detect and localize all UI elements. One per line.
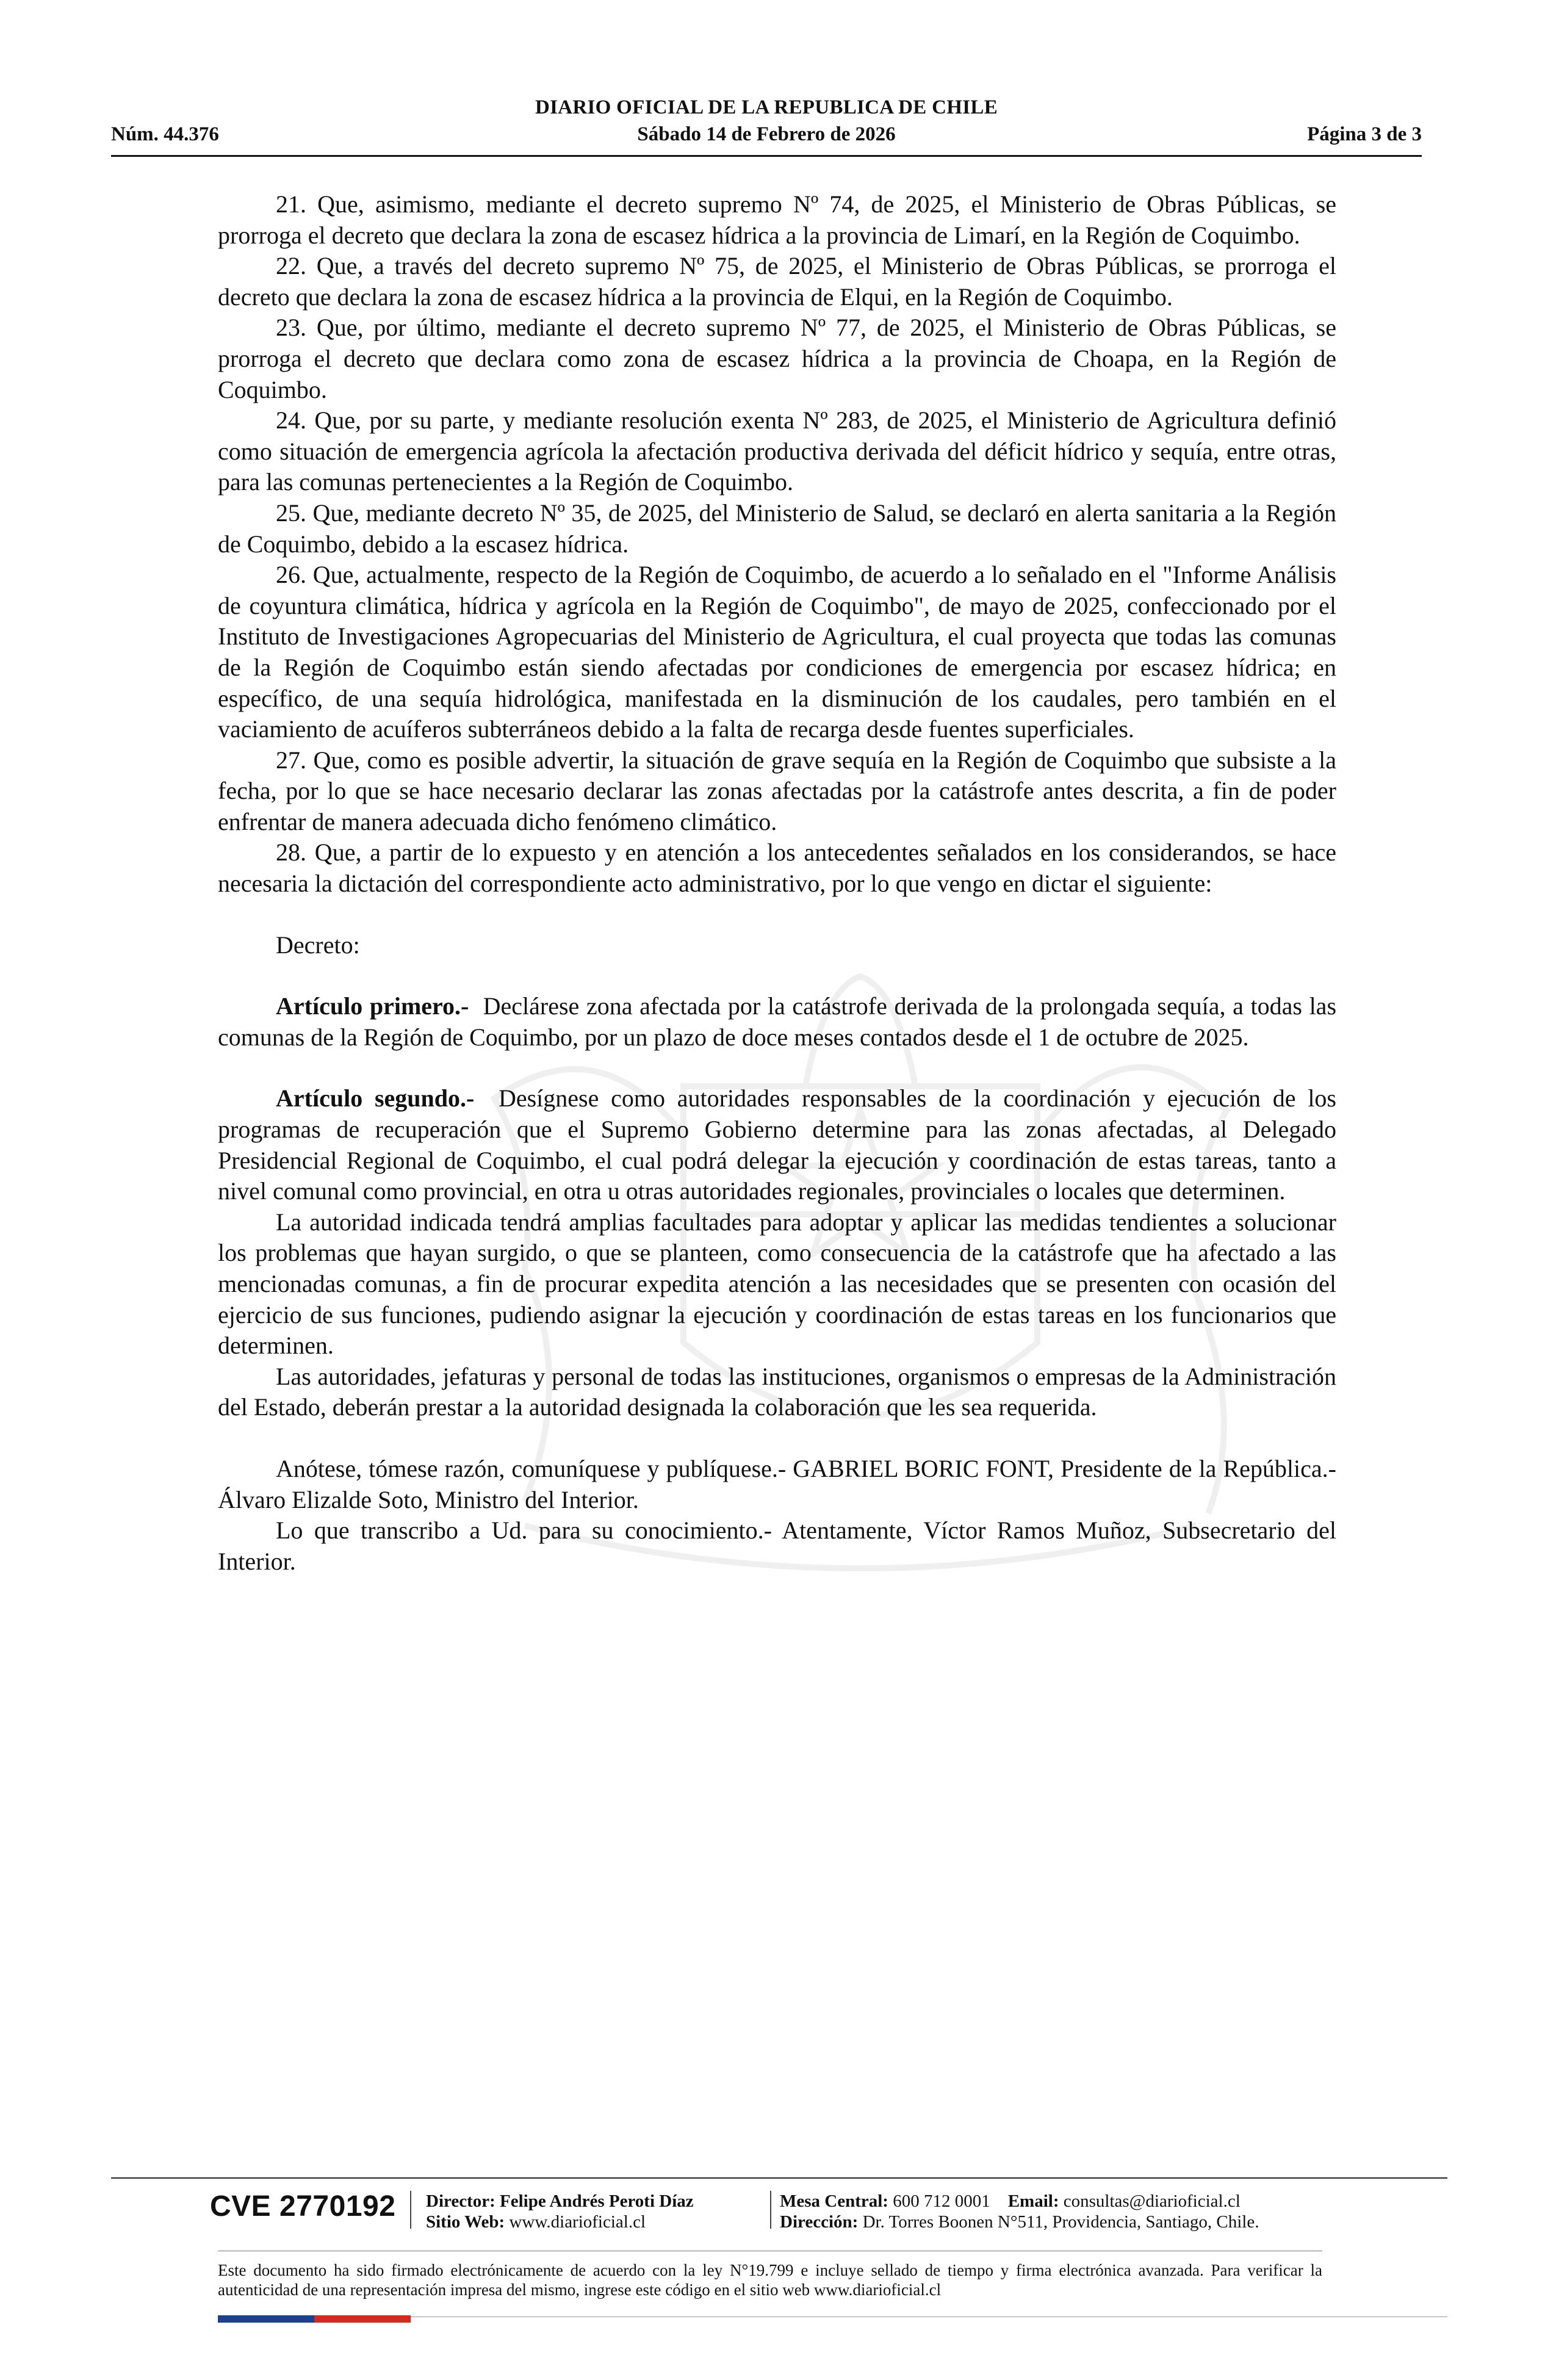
cve-code: CVE 2770192 — [210, 2190, 396, 2223]
flag-red-band — [314, 2315, 411, 2323]
footer-top-divider — [111, 2177, 1447, 2179]
decree-body — [218, 189, 1336, 1577]
recital-26: 26. Que, actualmente, respecto de la Región de Coquimbo, de acuerdo a lo señalado en el "Informe Análisis de coyuntura climática, hídrica y agrícola en la Región de Coquimbo", de mayo de 2025, confeccionado por el Instituto de Investigaciones Agropecuarias del Ministerio de Agricultura, el cual proyecta que todas las comunas de la Región de Coquimbo están siendo afectadas por condiciones de emergencia por escasez hídrica; en específico, de una sequía hidrológica, manifestada en la disminución de los caudales, pero también en el vaciamiento de acuíferos subterráneos debido a la falta de recarga desde fuentes superficiales. — [218, 561, 1336, 743]
recital-23: 23. Que, por último, mediante el decreto supremo Nº 77, de 2025, el Ministerio de Obras Públicas, se prorroga el decreto que declara como zona de escasez hídrica a la provincia de Choapa, en la Región de Coquimbo. — [218, 314, 1336, 403]
email-label: Email: — [1007, 2191, 1059, 2211]
page-footer — [111, 2177, 1447, 2324]
recital-28: 28. Que, a partir de lo expuesto y en atención a los antecedentes señalados en los considerandos, se hace necesaria la dictación del correspondiente acto administrativo, por lo que vengo en dictar el siguiente: — [218, 838, 1336, 898]
publication-title: DIARIO OFICIAL DE LA REPUBLICA DE CHILE — [535, 96, 998, 118]
decree-heading: Decreto: — [276, 931, 360, 959]
issue-date: Sábado 14 de Febrero de 2026 — [637, 123, 896, 145]
footer-director-block — [426, 2191, 694, 2232]
article-first — [218, 991, 1336, 1053]
electronic-signature-notice: Este documento ha sido firmado electrónicamente de acuerdo con la ley N°19.799 e incluye sellado de tiempo y firma electrónica avanzada. Para verificar la autenticidad de una representación impresa del mismo, ingrese este código en el sitio web www.diarioficial.cl — [218, 2261, 1322, 2299]
recital-27: 27. Que, como es posible advertir, la situación de grave sequía en la Región de Coquimbo que subsiste a la fecha, por lo que se hace necesario declarar las zonas afectadas por la catástrofe antes descrita, a fin de poder enfrentar de manera adecuada dicho fenómeno climático. — [218, 746, 1336, 835]
footer-separator — [770, 2191, 771, 2229]
recital-24: 24. Que, por su parte, y mediante resolución exenta Nº 283, de 2025, el Ministerio de Agricultura definió como situación de emergencia agrícola la afectación productiva derivada del déficit hídrico y sequía, entre otras, para las comunas pertenecientes a la Región de Coquimbo. — [218, 406, 1336, 496]
mesa-phone: 600 712 0001 — [893, 2191, 990, 2211]
page-header — [111, 96, 1422, 157]
mesa-label: Mesa Central: — [780, 2191, 888, 2211]
recital-21: 21. Que, asimismo, mediante el decreto supremo Nº 74, de 2025, el Ministerio de Obras Públicas, se prorroga el decreto que declara la zona de escasez hídrica a la provincia de Limarí, en la Región de Coquimbo. — [218, 190, 1336, 249]
address-value: Dr. Torres Boonen N°511, Providencia, Santiago, Chile. — [862, 2212, 1259, 2232]
header-divider — [111, 155, 1422, 157]
director-name: Felipe Andrés Peroti Díaz — [500, 2191, 694, 2211]
director-label: Director: — [426, 2191, 495, 2211]
recital-22: 22. Que, a través del decreto supremo Nº 75, de 2025, el Ministerio de Obras Públicas, se prorroga el decreto que declara la zona de escasez hídrica a la provincia de Elqui, en la Región de Coquimbo. — [218, 252, 1336, 311]
transcription-note: Lo que transcribo a Ud. para su conocimiento.- Atentamente, Víctor Ramos Muñoz, Subsecretario del Interior. — [218, 1516, 1336, 1575]
issue-number: Núm. 44.376 — [111, 123, 219, 145]
flag-stripe — [218, 2315, 411, 2323]
article-second-paragraph-3: Las autoridades, jefaturas y personal de todas las instituciones, organismos o empresas de la Administración del Estado, deberán prestar a la autoridad designada la colaboración que les sea requerida. — [218, 1362, 1336, 1421]
recital-25: 25. Que, mediante decreto Nº 35, de 2025, del Ministerio de Salud, se declaró en alerta sanitaria a la Región de Coquimbo, debido a la escasez hídrica. — [218, 499, 1336, 558]
article-second-paragraph-2: La autoridad indicada tendrá amplias facultades para adoptar y aplicar las medidas tendientes a solucionar los problemas que hayan surgido, o que se planteen, como consecuencia de la catástrofe que ha afectado a las mencionadas comunas, a fin de procurar expedita atención a las necesidades que se presenten con ocasión del ejercicio de sus funciones, pudiendo asignar la ejecución y coordinación de estas tareas en los funcionarios que determinen. — [218, 1208, 1336, 1360]
article-first-title: Artículo primero.- — [276, 992, 469, 1020]
address-label: Dirección: — [780, 2212, 859, 2232]
page-number: Página 3 de 3 — [1307, 123, 1422, 145]
footer-contact-block — [780, 2191, 1259, 2232]
closing-signatures: Anótese, tómese razón, comuníquese y publíquese.- GABRIEL BORIC FONT, Presidente de la República.- Álvaro Elizalde Soto, Ministro del Interior. — [218, 1454, 1336, 1513]
site-link[interactable]: www.diarioficial.cl — [509, 2212, 646, 2232]
footer-separator — [410, 2191, 411, 2229]
site-label: Sitio Web: — [426, 2212, 505, 2232]
article-first-text: Declárese zona afectada por la catástrofe derivada de la prolongada sequía, a todas las comunas de la Región de Coquimbo, por un plazo de doce meses contados desde el 1 de octubre de 2025. — [218, 992, 1337, 1051]
article-second — [218, 1083, 1336, 1206]
flag-blue-band — [218, 2315, 314, 2323]
article-second-text: Desígnese como autoridades responsables de la coordinación y ejecución de los programas de recuperación que el Supremo Gobierno determine para las zonas afectadas, al Delegado Presidencial Regional de Coquimbo, el cual podrá delegar la ejecución y coordinación de estas tareas, tanto a nivel comunal como provincial, en otra u otras autoridades regionales, provinciales o locales que determinen. — [218, 1084, 1336, 1205]
email-link[interactable]: consultas@diarioficial.cl — [1063, 2191, 1241, 2211]
article-second-title: Artículo segundo.- — [276, 1084, 475, 1112]
